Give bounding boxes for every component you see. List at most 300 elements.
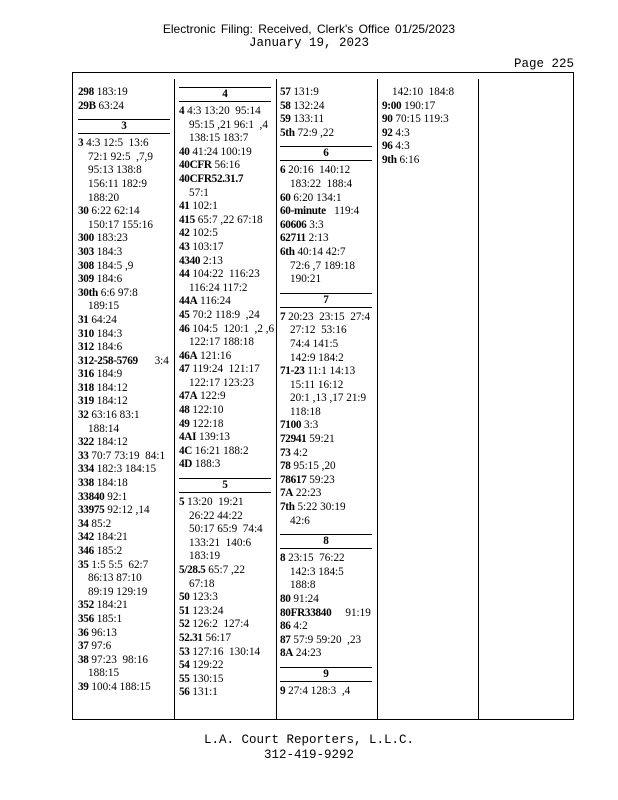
page-line-refs: 97:23 98:16 [91,653,148,666]
index-entry [179,686,271,700]
page-line-refs: 190:17 [404,99,436,112]
index-term: 87 [280,633,291,646]
index-entry [382,127,474,141]
page-line-refs: 56:17 [205,631,231,644]
index-term: 40CFR52.31.7 [179,172,244,185]
index-term: 346 [78,545,94,557]
page-line-refs: 4:3 [395,126,410,139]
index-entry [179,404,271,418]
page-line-refs: 5:22 30:19 [297,501,346,514]
index-term: 40 [179,145,190,158]
index-term: 5th [280,126,295,139]
index-entry [78,640,170,654]
index-entry [382,100,474,114]
page-line-refs: 65:7 ,22 67:18 [197,213,263,226]
page-line-refs: 132:24 [293,99,325,112]
index-entry [280,501,372,515]
index-entry [78,205,170,219]
page-line-refs: 16:21 188:2 [194,444,249,457]
index-entry [78,100,170,114]
page-line-refs: 130:15 [192,672,224,685]
page-line-refs: 121:16 [200,349,232,362]
page-line-refs: 184:5 ,9 [96,259,134,272]
index-term: 308 [78,259,94,272]
index-term: 9 [280,684,286,697]
section-heading: 6 [280,146,372,161]
index-term: 43 [179,240,190,253]
page-line-refs: 4:3 13:20 95:14 [187,105,261,117]
index-entry [280,634,372,648]
page-line-refs: 102:5 [192,227,218,240]
index-entry [179,673,271,687]
index-entry [179,268,271,282]
index-term: 4 [179,105,185,117]
index-entry [78,681,170,695]
index-term: 4AI [179,431,197,444]
page-line-refs: 184:6 [96,273,123,286]
index-term: 51 [179,604,190,617]
page-line-refs: 185:1 [96,612,123,625]
page-line-refs: 59:21 [309,433,335,446]
index-term: 73 [280,446,291,459]
index-term: 30 [78,205,89,218]
index-term: 80FR33840 [280,606,332,619]
page-line-refs: 23:15 76:22 [288,552,345,565]
page-line-refs: 65:7 ,22 [208,564,245,576]
index-term: 36 [78,626,89,639]
section-heading: 9 [280,667,372,682]
index-entry [280,164,372,178]
index-term: 303 [78,245,94,258]
index-entry-continuation: 20:1 ,13 ,17 21:9 [290,392,367,405]
index-term: 7 [280,310,286,323]
index-term: 29B [78,99,96,112]
index-entry-continuation: 190:21 [290,273,322,286]
index-entry [179,418,271,432]
index-entry [280,447,372,461]
index-entry-continuation: 188:20 [88,191,120,204]
page-line-refs: 119:4 [328,205,360,218]
page-line-refs: 24:23 [295,647,322,660]
page-line-refs: 20:23 23:15 27:4 [288,310,371,323]
index-entry-continuation: 86:13 87:10 [88,572,142,585]
index-term: 72941 [280,433,307,446]
index-entry [280,192,372,206]
index-entry-continuation: 142:10 184:8 [392,86,455,98]
index-term: 38 [78,653,89,666]
index-term: 46A [179,349,198,362]
index-entry-continuation: 142:3 184:5 [290,565,344,578]
index-entry-continuation: 188:15 [88,667,120,680]
index-entry [179,390,271,404]
index-term: 59 [280,113,291,126]
page-line-refs: 131:9 [293,86,319,98]
index-term: 60-minute [280,205,326,218]
index-column-3 [280,86,372,699]
index-term: 318 [78,381,94,394]
index-term: 33975 [78,504,105,517]
index-entry-continuation: 72:1 92:5 ,7,9 [88,150,153,163]
index-entry [78,599,170,613]
index-entry-continuation: 183:22 188:4 [290,177,353,190]
index-term: 58 [280,99,291,112]
index-term: 96 [382,140,393,153]
index-entry-continuation: 122:17 188:18 [189,336,254,349]
index-entry-continuation: 142:9 184:2 [290,351,344,364]
index-term: 6th [280,245,295,258]
index-term: 86 [280,620,291,633]
index-entry [78,436,170,450]
index-entry [280,607,372,621]
page-line-refs: 184:12 [96,436,128,449]
index-entry [78,260,170,274]
index-entry [179,200,271,214]
index-entry [280,365,372,379]
index-term: 34 [78,517,89,530]
index-entry [179,632,271,646]
index-term: 334 [78,463,94,476]
index-term: 415 [179,213,195,226]
index-entry [280,113,372,127]
transcript-date: January 19, 2023 [248,36,370,50]
page-line-refs: 100:4 188:15 [91,680,151,693]
index-term: 9:00 [382,99,402,112]
page-line-refs: 20:16 140:12 [288,164,351,177]
page-line-refs: 57:9 59:20 ,23 [293,633,362,646]
index-term: 45 [179,308,190,321]
index-entry [280,487,372,501]
page-line-refs: 3:3 [309,218,324,231]
index-entry [78,273,170,287]
index-term: 9th [382,153,397,166]
page-line-refs: 129:22 [192,659,224,672]
index-entry [78,355,170,369]
page-line-refs: 56:16 [214,159,240,172]
index-term: 60606 [280,218,307,231]
index-column-2 [179,86,275,700]
page-line-refs: 63:24 [98,99,125,112]
index-entry [78,368,170,382]
reporter-company: L.A. Court Reporters, L.L.C. [203,733,415,747]
index-term: 78 [280,460,291,473]
index-term: 309 [78,273,94,286]
index-entry [179,431,271,445]
page-line-refs: 184:18 [96,477,128,490]
index-entry [382,113,474,127]
index-entry-continuation: 26:22 44:22 [189,509,243,522]
page-line-refs: 184:3 [96,327,123,340]
page-line-refs: 2:13 [202,254,223,267]
page-line-refs: 91:24 [293,593,319,605]
index-term: 40CFR [179,159,212,172]
page-line-refs: 6:20 134:1 [293,191,342,204]
column-divider [276,79,277,720]
index-entry [78,559,170,573]
page-line-refs: 22:23 [295,487,322,500]
index-term: 298 [78,86,94,98]
index-entry [78,382,170,396]
index-entry [280,474,372,488]
index-term: 8 [280,552,286,565]
page-line-refs: 41:24 100:19 [192,145,252,158]
index-entry [179,646,271,660]
index-entry [280,205,372,219]
index-entry-continuation: 133:21 140:6 [189,536,252,549]
index-term: 53 [179,645,190,658]
index-entry [179,159,271,173]
index-entry [179,227,271,241]
index-entry-continuation: 138:15 183:7 [189,132,249,145]
index-entry [78,613,170,627]
index-entry [179,146,271,160]
index-term: 71-23 [280,365,305,378]
index-term: 37 [78,640,89,653]
index-entry [78,409,170,423]
page-line-refs: 131:1 [192,686,218,699]
page-line-refs: 6:16 [399,153,420,166]
index-term: 319 [78,395,94,408]
page-line-refs: 4:3 12:5 13:6 [86,137,149,150]
column-divider [174,79,175,720]
page-line-refs: 119:24 121:17 [192,363,260,376]
index-term: 7th [280,501,295,514]
index-term: 80 [280,593,291,605]
index-entry [78,86,170,100]
index-entry [382,154,474,168]
page-line-refs: 122:18 [192,417,224,430]
index-term: 352 [78,599,94,612]
filing-stamp: Electronic Filing: Received, Clerk's Office 01/25/2023 [162,22,456,36]
index-term: 316 [78,368,94,381]
page-line-refs: 64:24 [91,313,117,326]
index-entry [78,341,170,355]
index-term: 52 [179,618,190,631]
index-entry-continuation: 89:19 129:19 [88,585,148,598]
index-entry-continuation: 27:12 53:16 [290,324,347,337]
index-term: 90 [382,113,393,126]
page-line-refs: 126:2 127:4 [192,618,249,631]
index-entry-continuation: 188:8 [290,579,316,592]
index-entry-continuation: 188:14 [88,422,120,435]
page-line-refs: 127:16 130:14 [192,645,261,658]
page-line-refs: 92:1 [107,490,128,503]
index-entry [280,419,372,433]
index-entry-continuation: 15:11 16:12 [290,378,344,391]
index-term: 47A [179,390,198,403]
index-term: 312-258-5769 [78,354,138,367]
index-entry [280,100,372,114]
page-line-refs: 85:2 [91,517,112,530]
index-term: 55 [179,672,190,685]
page-line-refs: 70:15 119:3 [395,113,449,126]
index-entry-continuation: 150:17 155:16 [88,218,153,231]
index-term: 3 [78,137,84,150]
index-entry [280,620,372,634]
page-line-refs: 96:13 [91,626,117,639]
page-number: Page 225 [513,57,574,71]
page-line-refs: 103:17 [192,240,224,253]
index-entry [280,219,372,233]
index-entry [280,593,372,607]
page-line-refs: 123:24 [192,604,224,617]
index-term: 49 [179,417,190,430]
index-entry [78,491,170,505]
index-term: 47 [179,363,190,376]
section-heading: 3 [78,119,170,134]
index-entry [280,311,372,325]
page-line-refs: 104:22 116:23 [192,268,260,281]
page-line-refs: 182:3 184:15 [96,463,157,476]
page-line-refs: 102:1 [192,200,218,213]
index-term: 4340 [179,254,201,267]
index-entry-continuation: 118:18 [290,405,321,418]
index-entry [280,647,372,661]
index-term: 48 [179,404,190,417]
page-line-refs: 27:4 128:3 ,4 [288,684,351,697]
page-line-refs: 185:2 [96,545,123,557]
page-line-refs: 72:9 ,22 [297,126,335,139]
page-line-refs: 3:4 [140,354,169,367]
index-entry [78,477,170,491]
page-line-refs: 104:5 120:1 ,2 ,6 [192,322,275,335]
page-line-refs: 1:5 5:5 62:7 [91,558,149,571]
index-entry [78,395,170,409]
index-entry [78,627,170,641]
index-entry-continuation: 50:17 65:9 74:4 [189,523,263,536]
index-entry [179,350,271,364]
index-term: 44 [179,268,190,281]
index-entry [179,173,271,187]
index-term: 92 [382,126,393,139]
section-heading: 7 [280,293,372,308]
page-line-refs: 183:23 [96,232,128,245]
index-entry-continuation: 189:15 [88,300,120,313]
index-entry [78,531,170,545]
index-term: 52.31 [179,631,203,644]
page-line-refs: 184:21 [96,531,128,544]
page-line-refs: 13:20 19:21 [187,496,244,509]
index-term: 338 [78,477,94,490]
index-entry [78,232,170,246]
index-entry [179,496,271,510]
index-term: 62711 [280,232,306,245]
index-term: 54 [179,659,190,672]
page-line-refs: 40:14 42:7 [297,245,346,258]
index-term: 30th [78,286,98,299]
index-entry [78,545,170,559]
index-entry [179,458,271,472]
index-entry [179,241,271,255]
index-term: 42 [179,227,190,240]
index-entry [280,460,372,474]
index-term: 33 [78,449,89,462]
index-term: 7A [280,487,294,500]
index-entry [179,564,271,578]
index-term: 46 [179,322,190,335]
index-entry [382,140,474,154]
index-entry-continuation: 183:19 [189,550,221,563]
index-entry [78,463,170,477]
page-line-refs: 184:21 [96,599,128,612]
index-term: 57 [280,86,291,98]
index-entry-continuation: 67:18 [189,577,215,590]
page-line-refs: 184:12 [96,381,128,394]
index-entry-continuation: 116:24 117:2 [189,281,248,294]
index-term: 78617 [280,473,307,486]
index-entry [280,685,372,699]
page-line-refs: 3:3 [303,419,319,432]
index-term: 44A [179,295,198,308]
index-term: 300 [78,232,94,245]
page-line-refs: 91:19 [334,606,371,619]
index-term: 5/28.5 [179,564,206,576]
index-entry [78,504,170,518]
index-term: 310 [78,327,94,340]
index-entry [280,86,372,100]
index-entry [78,518,170,532]
page-line-refs: 59:23 [309,473,335,486]
page-line-refs: 184:9 [96,368,123,381]
index-term: 4D [179,458,193,471]
index-term: 8A [280,647,294,660]
index-entry [179,322,275,337]
index-entry-continuation: 156:11 182:9 [88,177,147,190]
index-entry [179,105,271,119]
page-line-refs: 92:12 ,14 [107,504,150,517]
index-column-4 [382,86,474,168]
index-entry-continuation: 74:4 141:5 [290,337,339,350]
index-entry [179,255,271,269]
reporter-phone: 312-419-9292 [263,748,354,762]
index-term: 7100 [280,419,302,432]
page-line-refs: 184:12 [96,395,128,408]
column-divider [377,79,378,720]
index-entry-continuation: 57:1 [189,186,209,199]
page-line-refs: 123:3 [192,591,218,604]
index-entry [179,445,271,459]
page-line-refs: 95:15 ,20 [293,460,336,473]
index-term: 50 [179,591,190,604]
index-entry [179,363,271,377]
page-line-refs: 133:11 [293,113,325,126]
index-entry [280,127,372,141]
index-term: 32 [78,409,89,422]
page-line-refs: 188:3 [194,458,221,471]
index-entry [78,654,170,668]
page-line-refs: 2:13 [308,232,329,245]
index-entry [78,450,170,464]
index-entry [179,295,271,309]
index-entry-continuation: 95:13 138:8 [88,164,142,177]
page-line-refs: 116:24 [200,295,231,308]
index-column-1 [78,86,170,695]
section-heading: 4 [179,87,271,102]
page-line-refs: 184:6 [96,341,123,354]
page-line-refs: 139:13 [198,431,231,444]
index-entry [280,232,372,246]
index-term: 5 [179,496,185,509]
index-entry [179,659,271,673]
index-term: 322 [78,436,94,449]
index-term: 35 [78,558,89,571]
page-line-refs: 70:7 73:19 84:1 [91,449,166,462]
index-entry [179,605,271,619]
index-entry [78,137,170,151]
index-term: 342 [78,531,94,544]
page-line-refs: 122:9 [200,390,226,403]
index-entry [78,314,170,328]
index-entry [78,287,170,301]
